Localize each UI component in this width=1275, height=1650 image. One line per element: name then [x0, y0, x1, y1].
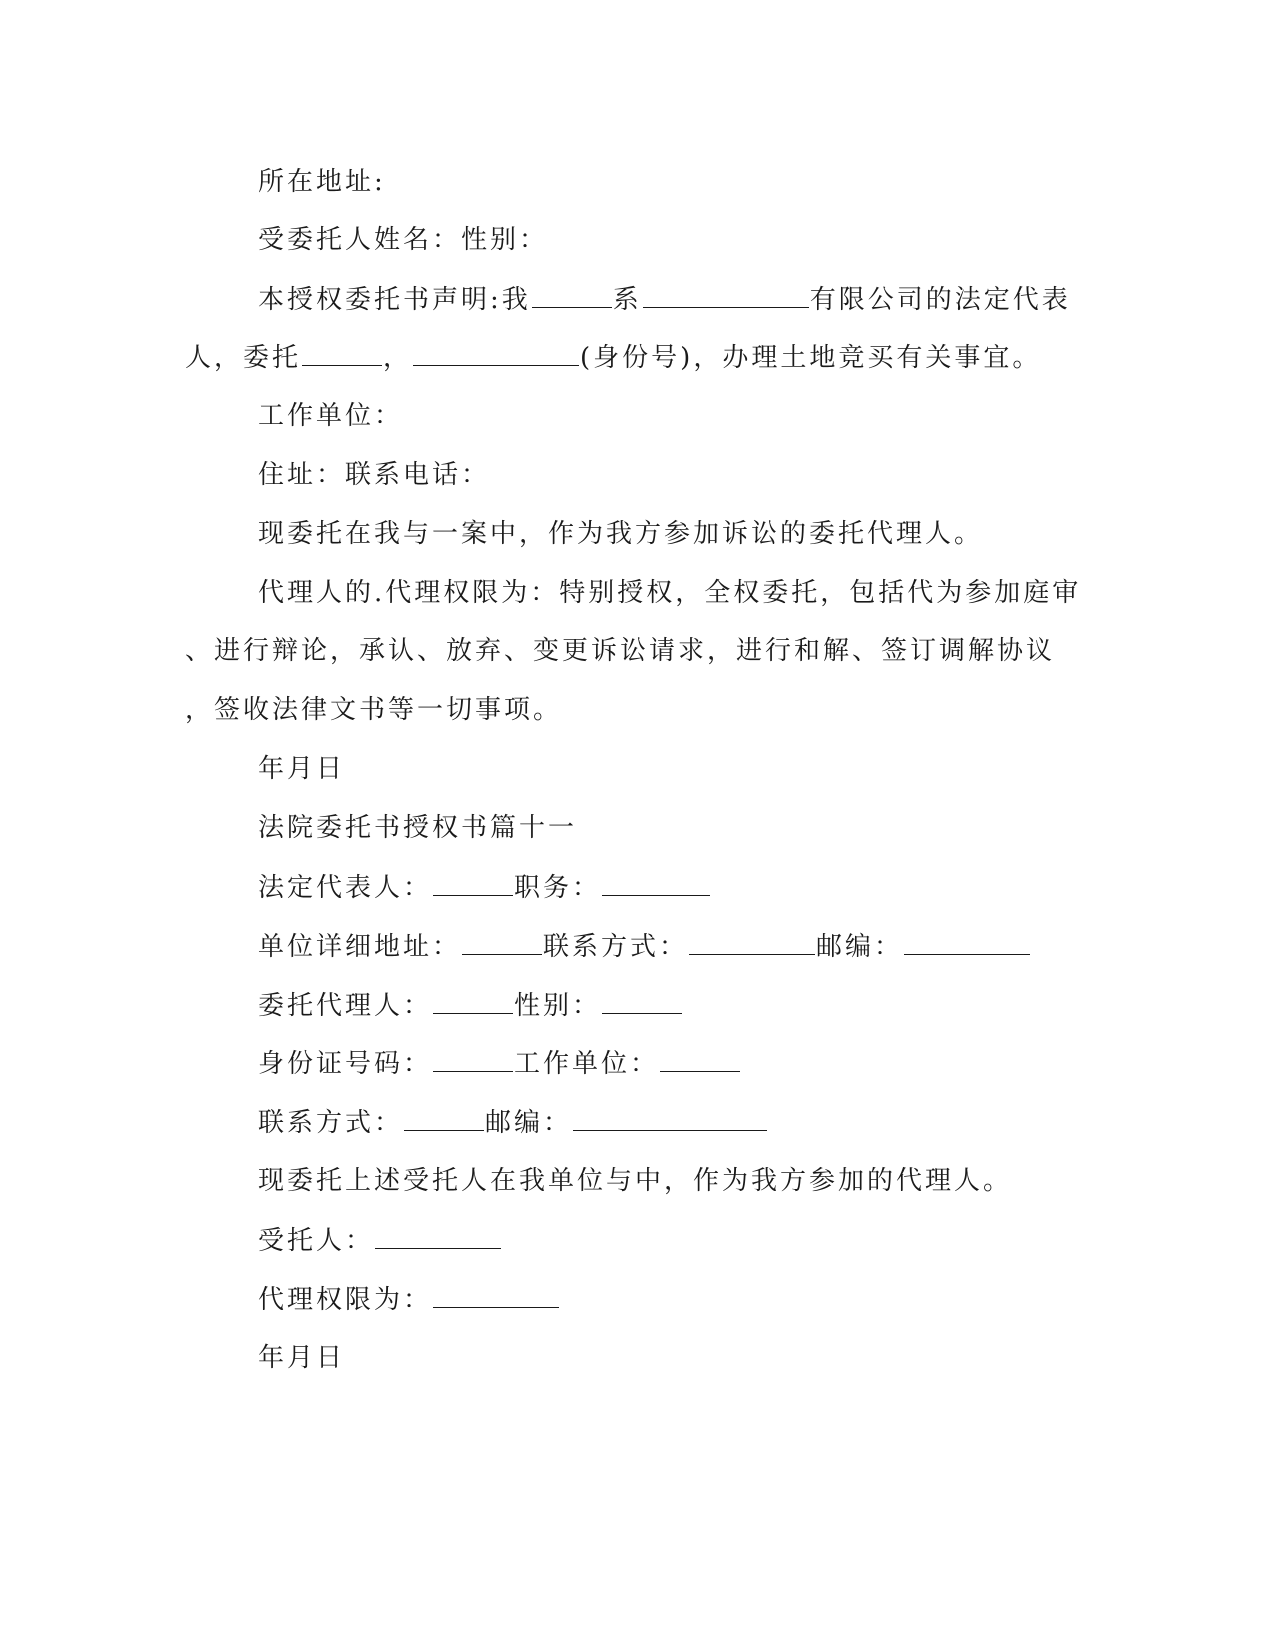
- blank-field[interactable]: [375, 1222, 501, 1249]
- blank-field[interactable]: [573, 1104, 767, 1131]
- agent-line: [258, 987, 683, 1024]
- authority-line-3: [185, 692, 562, 728]
- work-unit-text: 工作单位：: [258, 401, 404, 431]
- blank-field[interactable]: [433, 1281, 559, 1308]
- unit-address-label: 单位详细地址：: [258, 932, 462, 962]
- entrust-case-line: [258, 516, 983, 552]
- authority-line-3-text: ，签收法律文书等一切事项。: [185, 695, 563, 725]
- trustee-line: [258, 222, 548, 258]
- declaration-line-1: [258, 281, 1071, 318]
- declaration-line-2: [185, 339, 1041, 376]
- blank-field[interactable]: [660, 1045, 740, 1072]
- entrust-case-text: 现委托在我与一案中，作为我方参加诉讼的委托代理人。: [258, 519, 984, 549]
- unit-address-line: [258, 928, 1031, 965]
- agent-label: 委托代理人：: [258, 991, 433, 1021]
- authority-line-1: [258, 575, 1081, 611]
- blank-field[interactable]: [302, 339, 382, 366]
- position-label: 职务：: [514, 873, 602, 903]
- entrustee-label: 受托人：: [258, 1226, 375, 1256]
- section-title: [258, 810, 577, 846]
- residence-phone-text: 住址：联系电话：: [258, 460, 491, 490]
- authority-line-1-text: 代理人的.代理权限为：特别授权，全权委托，包括代为参加庭审: [258, 578, 1082, 608]
- date-2-text: 年月日: [258, 1343, 346, 1373]
- blank-field[interactable]: [602, 987, 682, 1014]
- trustee-line-text: 受委托人姓名：性别：: [258, 225, 549, 255]
- declaration-part-6: (身份号)，办理土地竞买有关事宜。: [580, 343, 1042, 373]
- blank-field[interactable]: [689, 928, 815, 955]
- declaration-part-1: 本授权委托书声明:我: [258, 285, 531, 315]
- authority-line-2-text: 、进行辩论，承认、放弃、变更诉讼请求，进行和解、签订调解协议: [185, 636, 1056, 666]
- contact-line: [258, 1104, 768, 1141]
- gender-label: 性别：: [514, 991, 602, 1021]
- blank-field[interactable]: [602, 869, 710, 896]
- blank-field[interactable]: [404, 1104, 484, 1131]
- blank-field[interactable]: [413, 339, 579, 366]
- date-1-text: 年月日: [258, 754, 346, 784]
- contact-label: 联系方式：: [543, 932, 689, 962]
- blank-field[interactable]: [433, 1045, 513, 1072]
- blank-field[interactable]: [462, 928, 542, 955]
- declaration-part-2: 系: [612, 285, 642, 315]
- address-label-text: 所在地址:: [258, 167, 386, 197]
- declaration-part-3: 有限公司的法定代表: [809, 285, 1071, 315]
- authority-line-2: [185, 633, 1055, 669]
- contact-label-2: 联系方式：: [258, 1108, 404, 1138]
- blank-field[interactable]: [904, 928, 1030, 955]
- authority-scope-line: [258, 1281, 560, 1318]
- blank-field[interactable]: [433, 869, 513, 896]
- date-line-2: [258, 1340, 345, 1376]
- declaration-part-5: ，: [383, 343, 413, 373]
- id-line: [258, 1045, 741, 1082]
- legal-rep-line: [258, 869, 711, 906]
- declaration-part-4: 人，委托: [185, 343, 302, 373]
- authority-scope-label: 代理权限为：: [258, 1285, 433, 1315]
- blank-field[interactable]: [433, 987, 513, 1014]
- date-line-1: [258, 751, 345, 787]
- entrust-unit-line: [258, 1163, 1012, 1199]
- address-label: [258, 164, 386, 200]
- postcode-label-2: 邮编：: [485, 1108, 573, 1138]
- section-title-text: 法院委托书授权书篇十一: [258, 813, 578, 843]
- residence-phone-line: [258, 457, 490, 493]
- entrustee-line: [258, 1222, 502, 1259]
- legal-rep-label: 法定代表人：: [258, 873, 433, 903]
- id-label: 身份证号码：: [258, 1049, 433, 1079]
- work-unit-line: [258, 398, 403, 434]
- blank-field[interactable]: [532, 281, 612, 308]
- work-unit-label: 工作单位：: [514, 1049, 660, 1079]
- entrust-unit-text: 现委托上述受托人在我单位与中，作为我方参加的代理人。: [258, 1166, 1013, 1196]
- postcode-label: 邮编：: [816, 932, 904, 962]
- blank-field[interactable]: [643, 281, 809, 308]
